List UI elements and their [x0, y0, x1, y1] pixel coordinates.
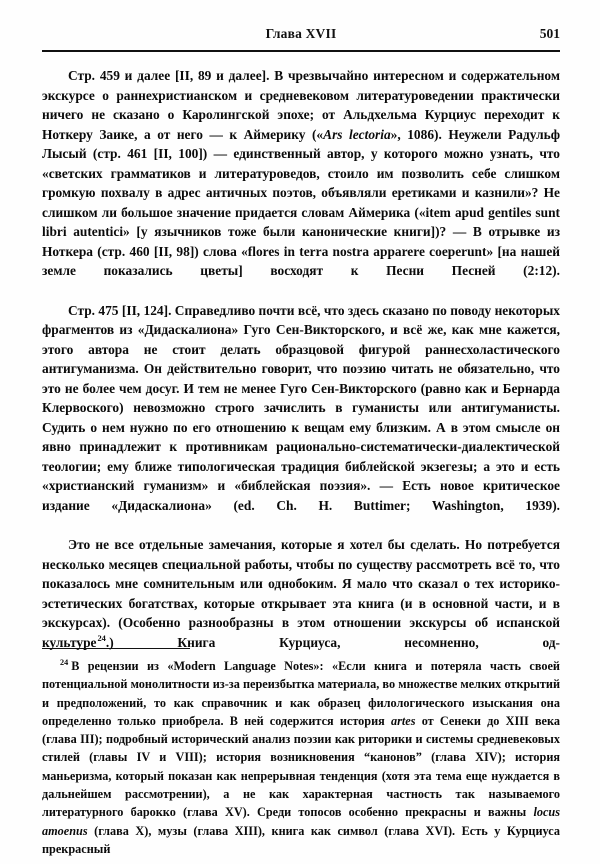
footnote-block: [42, 657, 560, 864]
footnote-paragraph: [42, 657, 560, 864]
footnote-italic-term: artes: [391, 713, 416, 728]
header-rule: [42, 50, 560, 52]
text-run: », 1086). Неужели Радульф Лысый (стр. 461 [II, 100]) — единственный автор, у которого можно узнать, что «светских грамматиков и литературоведов, стоило им позволить себе слишком громкую похвалу в адрес античных поэтов, объявляли еретиками и казнили»? Не слишком ли большое значение придается словам Аймерика («: [42, 126, 560, 220]
running-head: [42, 26, 560, 48]
body-text-block: [42, 66, 560, 672]
footnote-text-run: »: «Если книга и потеряла часть своей потенциальной монолитности из-за переизбытка материала, во множестве мелких открытий и предположений, то как справочник и как образец филологического изыскания она определенно только приобрела. В ней содержится история: [42, 659, 560, 728]
footnote-latin-title: Modern Language Notes: [173, 659, 314, 673]
footnote-separator-rule: [42, 648, 190, 649]
body-paragraph: [42, 301, 560, 536]
text-run: Стр. 459 и далее [II, 89 и далее]. В чрезвычайно интересном и содержательном экскурсе о раннехристианском и средневековом литературоведении практически ничего не сказано о Каролингской эпохе; от Альдхельма Курциус переходит к Ноткеру Заике, а от него — к Аймерику («: [42, 68, 560, 142]
latin-quote: ed. Ch. H. Buttimer; Washington, 1939: [237, 498, 553, 514]
footnote-text-run: В рецензии из «: [71, 659, 174, 673]
latin-quote: item apud gentiles sunt libri autentici: [42, 204, 560, 240]
footnote-number: 24: [60, 657, 69, 667]
footnote-text-run: (глава X), музы (глава XIII), книга как символ (глава XVI). Есть у Курциуса прекрасный: [42, 823, 560, 856]
text-run: Это не все отдельные замечания, которые я хотел бы сделать. Но потребуется несколько месяцев специальной работы, чтобы по существу рассмотреть всё то, что показалось мне сомнительным или однобоким. Я мало что сказал о тех историко-эстетических богатствах, которые открывает эта книга (и в основной части, и в экскурсах). (Особенно разнообразны в этом отношении экскурсы об испанской культуре: [42, 537, 560, 650]
text-run: Стр. 475 [II, 124]. Справедливо почти всё, что здесь сказано по поводу некоторых фрагментов из «Дидаскалиона» Гуго Сен-Викторского, и всё же, как мне кажется, этого автора не стоит делать образцовой фигурой раннесхоластического антигуманизма. Он действительно говорит, что поэзию читать не обязательно, что это не более чем досуг. И тем не менее Гуго Сен-Викторского (равно как и Бернарда Клервоского) невозможно строго зачислить в гуманисты или антигуманисты. Судить о нем нужно по его отношению к вещам ему близким. А в этом смысле он явно принадлежит к противникам рационально-систематически-диалектической теологии; ему ближе типологическая традиция библейской экзегезы; а это и есть «христианский гуманизм» и «библейская поэзия». — Есть новое критическое издание «Дидаскалиона» (: [42, 302, 560, 514]
latin-quote: flores in terra nostra apparere coeperunt: [247, 243, 487, 259]
latin-italic-term: Ars lectoria: [323, 126, 391, 142]
footnote-text-run: от Сенеки до XIII века (глава III); подробный исторический анализ поэзии как риторики и системы средневековых стилей (главы IV и VIII); история возникновения “канонов” (глава XIV); история маньеризма, который показан как непрерывная тенденция (хотя эта тема еще нуждается в дальнейшем рассмотрении), а не как характерная частность так называемого литературного барокко (глава XV). Среди топосов особенно прекрасны и важны: [42, 713, 560, 820]
text-run: ).: [552, 498, 560, 514]
footnote-reference-marker[interactable]: 24: [97, 634, 106, 644]
text-run: » [у язычников тоже были канонические книги])? — В отрывке из Ноткера (стр. 460 [II, 98]) слова «: [42, 224, 560, 259]
footnote-italic-term: locus amoenus: [42, 805, 560, 838]
body-paragraph: [42, 535, 560, 672]
text-run: » [на нашей земле показались цветы] восходят к Песни Песней (2:12).: [42, 243, 560, 279]
page-number: 501: [539, 26, 560, 41]
text-run: .) Книга Курциуса, несомненно, од-: [105, 634, 560, 650]
running-head-title: Глава XVII: [265, 26, 337, 41]
body-paragraph: [42, 66, 560, 301]
